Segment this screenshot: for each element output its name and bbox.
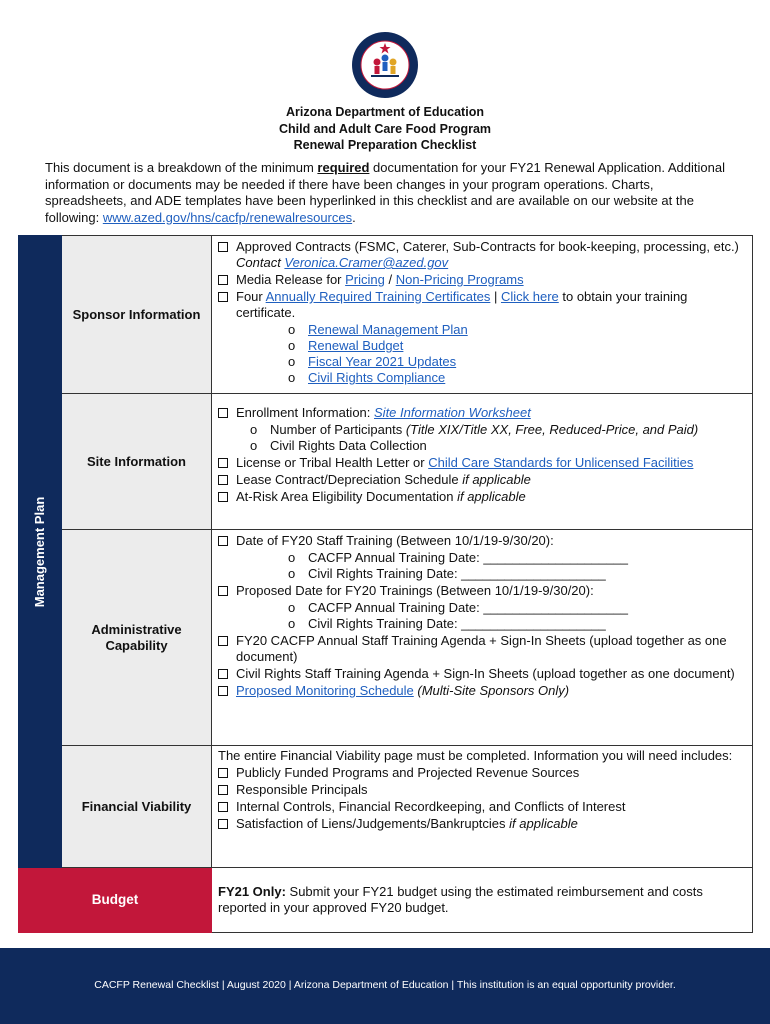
renewal-budget-link[interactable]: Renewal Budget bbox=[308, 338, 404, 353]
financial-viability-content: The entire Financial Viability page must be completed. Information you will need includes: Publicly Funded Programs and Projected Revenue Sources Responsible Principals Internal Controls, Financial Recordkeeping, and Conflicts of Interest Satisfaction of Liens/Judgements/Bankruptcies if applicable bbox=[212, 746, 753, 868]
checkbox-icon[interactable] bbox=[218, 785, 228, 795]
checkbox-icon[interactable] bbox=[218, 636, 228, 646]
sponsor-information-content: Approved Contracts (FSMC, Caterer, Sub-Contracts for book-keeping, processing, etc.) Contact Veronica.Cramer@azed.gov Media Release for Pricing / Non-Pricing Programs Four Annually Required Training Certificates | Click here to obtain your training certificate. o Renewal Management Plan o Renewal Budget o Fiscal Year 2021 Updates o Civil Rights Compliance bbox=[212, 236, 753, 394]
checkbox-icon[interactable] bbox=[218, 492, 228, 502]
monitoring-schedule-link[interactable]: Proposed Monitoring Schedule bbox=[236, 683, 414, 698]
budget-label: Budget bbox=[19, 868, 212, 933]
checkbox-icon[interactable] bbox=[218, 686, 228, 696]
site-worksheet-link[interactable]: Site Information Worksheet bbox=[374, 405, 531, 420]
checkbox-icon[interactable] bbox=[218, 242, 228, 252]
renewal-management-plan-link[interactable]: Renewal Management Plan bbox=[308, 322, 468, 337]
intro-text-2: documentation for your FY21 Renewal Application. Additional information or documents may be needed if there have been changes in your program operations. Charts, spreadsheets, and ADE templates have been hyperlinked in this checklist and are available on our website at the following: bbox=[45, 160, 725, 225]
intro-required: required bbox=[317, 160, 370, 175]
management-plan-label: Management Plan bbox=[19, 236, 62, 868]
checkbox-icon[interactable] bbox=[218, 292, 228, 302]
checkbox-icon[interactable] bbox=[218, 768, 228, 778]
checklist-table bbox=[18, 235, 753, 933]
fy2021-updates-link[interactable]: Fiscal Year 2021 Updates bbox=[308, 354, 457, 369]
training-certificates-link[interactable]: Annually Required Training Certificates bbox=[265, 289, 491, 304]
site-information-content: Enrollment Information: Site Information Worksheet o Number of Participants (Title XIX/Title XX, Free, Reduced-Price, and Paid) o Civil Rights Data Collection License or Tribal Health Letter or Child Care Standards for Unlicensed Facilities Lease Contract/Depreciation Schedule if applicable At-Risk Area Eligibility Documentation if applicable bbox=[212, 394, 753, 530]
administrative-capability-content: Date of FY20 Staff Training (Between 10/1/19-9/30/20): o CACFP Annual Training Date: ____________________ o Civil Rights Training Date: ____________________ Proposed Date for FY20 Trainings (Between 10/1/19-9/30/20): o CACFP Annual Training Date: ____________________ o Civil Rights Training Date: ____________________ FY20 CACFP Annual Staff Training Agenda + Sign-In Sheets (upload together as one document) Civil Rights Staff Training Agenda + Sign-In Sheets (upload together as one document) Proposed Monitoring Schedule (Multi-Site Sponsors Only) bbox=[212, 530, 753, 746]
contact-email-link[interactable]: Veronica.Cramer@azed.gov bbox=[284, 255, 449, 270]
civil-rights-compliance-link[interactable]: Civil Rights Compliance bbox=[308, 370, 446, 385]
checkbox-icon[interactable] bbox=[218, 408, 228, 418]
checkbox-icon[interactable] bbox=[218, 458, 228, 468]
click-here-link[interactable]: Click here bbox=[500, 289, 559, 304]
document-titles bbox=[0, 104, 770, 154]
title-program: Child and Adult Care Food Program bbox=[278, 121, 492, 136]
footer-bar bbox=[0, 948, 770, 1024]
checkbox-icon[interactable] bbox=[218, 586, 228, 596]
non-pricing-link[interactable]: Non-Pricing Programs bbox=[395, 272, 524, 287]
child-care-standards-link[interactable]: Child Care Standards for Unlicensed Facilities bbox=[428, 455, 694, 470]
title-checklist: Renewal Preparation Checklist bbox=[293, 138, 477, 152]
checkbox-icon[interactable] bbox=[218, 819, 228, 829]
title-agency: Arizona Department of Education bbox=[286, 105, 484, 119]
checkbox-icon[interactable] bbox=[218, 475, 228, 485]
intro-text-1: This document is a breakdown of the minimum bbox=[45, 160, 318, 175]
resources-link[interactable]: www.azed.gov/hns/cacfp/renewalresources bbox=[102, 209, 353, 225]
pricing-link[interactable]: Pricing bbox=[345, 272, 385, 287]
checkbox-icon[interactable] bbox=[218, 802, 228, 812]
intro-paragraph bbox=[45, 160, 730, 226]
checkbox-icon[interactable] bbox=[218, 669, 228, 679]
budget-content: FY21 Only: Submit your FY21 budget using the estimated reimbursement and costs reported in your approved FY20 budget. bbox=[212, 868, 753, 933]
sponsor-information-label: Sponsor Information bbox=[62, 236, 212, 394]
intro-end: . bbox=[352, 209, 356, 225]
footer-text: CACFP Renewal Checklist | August 2020 | Arizona Department of Education | This institution is an equal opportunity provider. bbox=[94, 979, 676, 991]
financial-viability-label: Financial Viability bbox=[62, 746, 212, 868]
checkbox-icon[interactable] bbox=[218, 275, 228, 285]
administrative-capability-label: Administrative Capability bbox=[62, 530, 212, 746]
ade-seal-logo bbox=[350, 30, 420, 100]
site-information-label: Site Information bbox=[62, 394, 212, 530]
checkbox-icon[interactable] bbox=[218, 536, 228, 546]
